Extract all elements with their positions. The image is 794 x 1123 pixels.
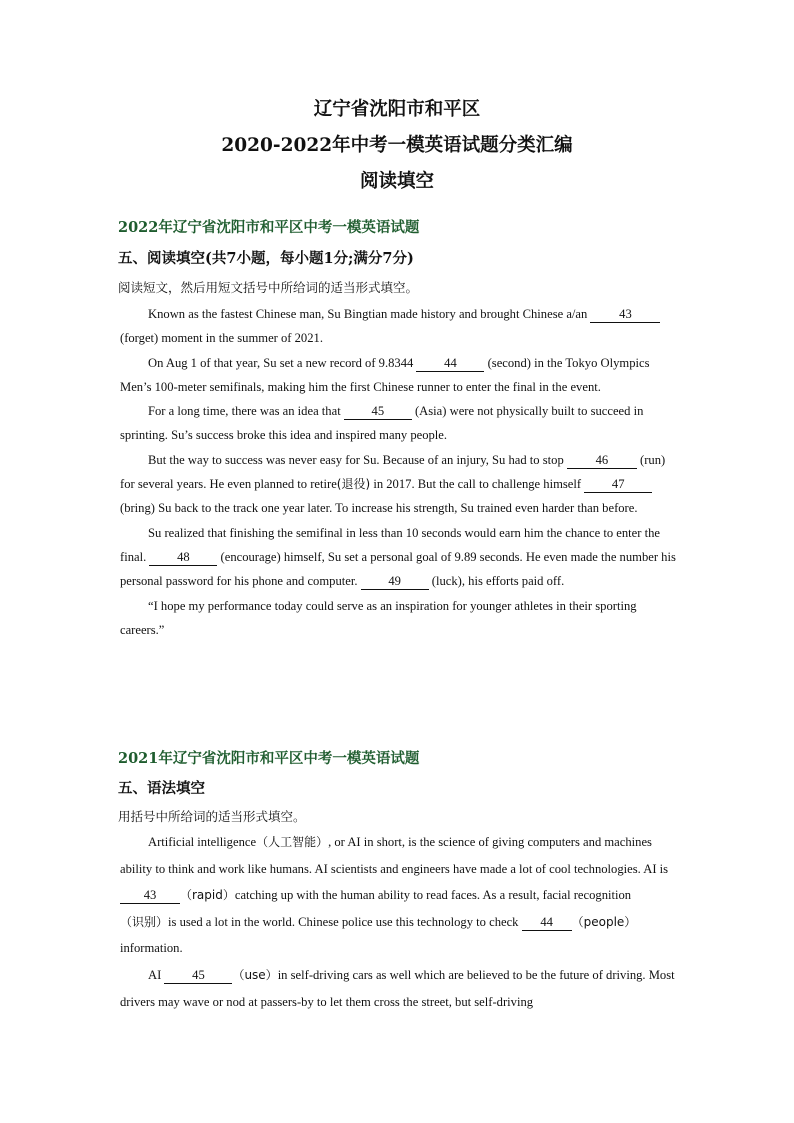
question-heading-2022: 五、阅读填空(共7小题，每小题1分;满分7分) (118, 250, 414, 267)
blank-48[interactable]: 48 (149, 550, 217, 566)
paragraph: Known as the fastest Chinese man, Su Bingtian made history and brought Chinese a/an 43 (forget) moment in the summer of 2021. (120, 302, 678, 351)
paragraph: Artificial intelligence（人工智能）, or AI in short, is the science of giving computers and machines ability to think and work like humans. AI scientists and engineers have made a lot of cool technologies. AI is 43 （rapid）catching up with the human ability to read faces. As a result, facial recognition（识别）is used a lot in the world. Chinese police use this technology to check 44 （people）information. (120, 835, 669, 956)
blank-49[interactable]: 49 (361, 574, 429, 590)
paragraph: “I hope my performance today could serve as an inspiration for younger athletes in their sporting careers.” (120, 598, 637, 637)
title-subject: 2020-2022年中考一模英语试题分类汇编 (221, 135, 573, 156)
passage-2022 (120, 302, 678, 642)
blank-47[interactable]: 47 (584, 477, 652, 493)
instruction-2022: 阅读短文，然后用短文括号中所给词的适当形式填空。 (118, 280, 419, 295)
paragraph: But the way to success was never easy for Su. Because of an injury, Su had to stop 46 (run) for several years. He even planned to retire(退役) in 2017. But the call to challenge himself 47 (bring) Su back to the track one year later. To increase his strength, Su trained even harder than before. (120, 452, 666, 516)
section-heading-2022: 2022年辽宁省沈阳市和平区中考一模英语试题 (118, 219, 420, 236)
paragraph: Su realized that finishing the semifinal in less than 10 seconds would earn him the chance to enter the final. 48 (encourage) himself, Su set a personal goal of 9.89 seconds. He even made the number his personal password for his phone and computer. 49 (luck), his efforts paid off. (120, 525, 676, 589)
blank-43[interactable]: 43 (120, 888, 180, 904)
question-heading-2021: 五、语法填空 (118, 780, 205, 797)
blank-46[interactable]: 46 (567, 453, 637, 469)
passage-2021 (120, 829, 678, 1015)
instruction-2021: 用括号中所给词的适当形式填空。 (118, 809, 306, 824)
blank-44[interactable]: 44 (416, 356, 484, 372)
paragraph: AI 45 （use）in self-driving cars as well which are believed to be the future of driving. Most drivers may wave or nod at passers-by to let them cross the street, but self-driving (120, 967, 675, 1009)
title-region: 辽宁省沈阳市和平区 (313, 99, 481, 120)
title-topic: 阅读填空 (359, 171, 434, 192)
document-title (0, 92, 794, 200)
blank-43[interactable]: 43 (590, 307, 660, 323)
blank-45[interactable]: 45 (164, 968, 232, 984)
section-heading-2021: 2021年辽宁省沈阳市和平区中考一模英语试题 (118, 750, 420, 767)
blank-45[interactable]: 45 (344, 404, 412, 420)
blank-44[interactable]: 44 (522, 915, 572, 931)
paragraph: For a long time, there was an idea that 45 (Asia) were not physically built to succeed in sprinting. Su’s success broke this idea and inspired many people. (120, 404, 644, 443)
paragraph: On Aug 1 of that year, Su set a new record of 9.8344 44 (second) in the Tokyo Olympics Men’s 100-meter semifinals, making him the first Chinese runner to enter the final in the event. (120, 355, 650, 394)
